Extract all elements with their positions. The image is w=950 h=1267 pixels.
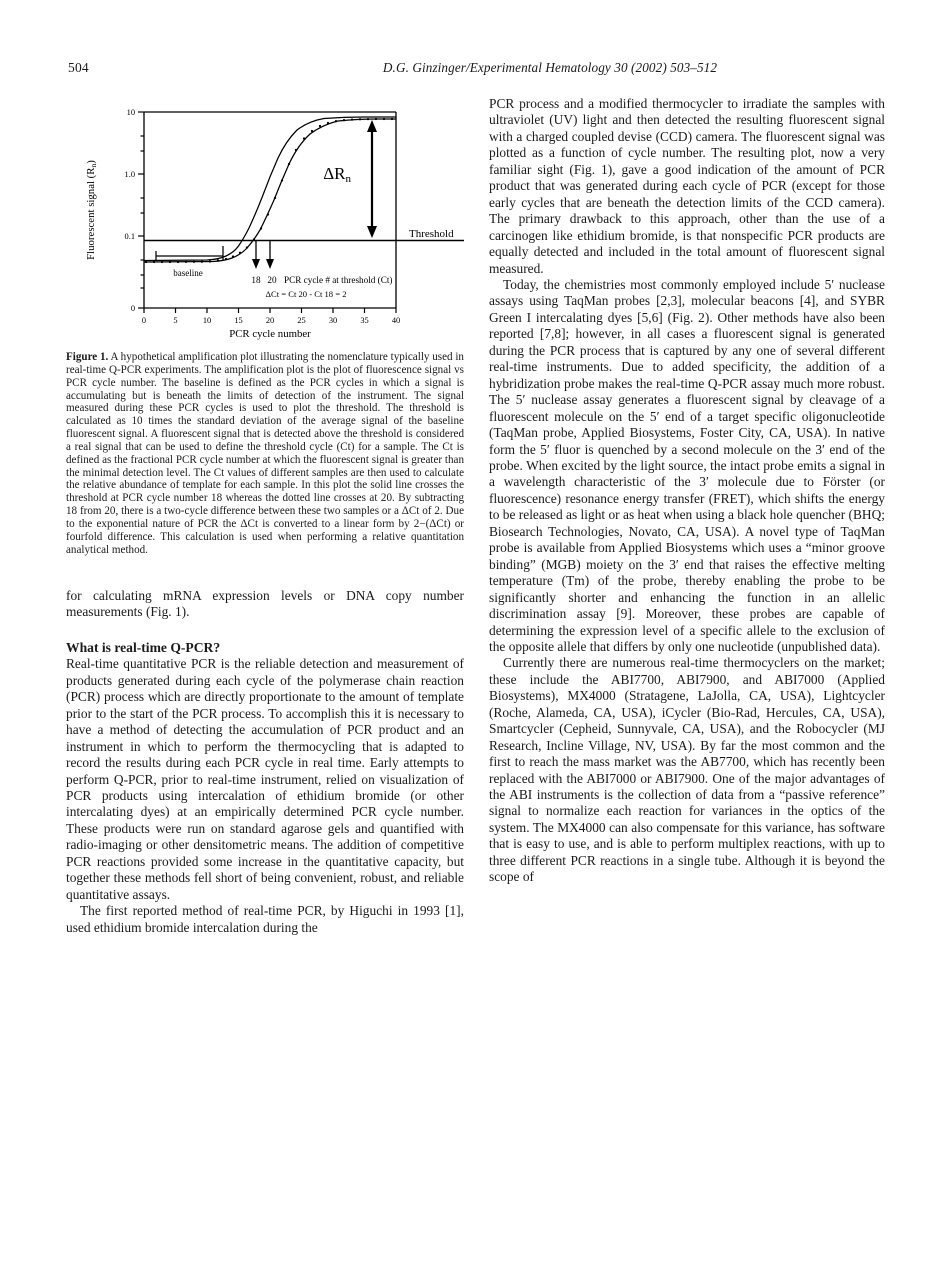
svg-text:35: 35 xyxy=(360,316,369,325)
amplification-plot-svg xyxy=(66,96,464,341)
y-axis-title: Fluorescent signal (Rn) xyxy=(85,160,98,260)
x-axis-title: PCR cycle number xyxy=(229,328,311,340)
svg-text:15: 15 xyxy=(234,316,243,325)
header-citation: D.G. Ginzinger/Experimental Hematology 30 (2002) 503–512 xyxy=(382,60,718,75)
figure-1-caption xyxy=(66,351,464,557)
svg-text:5: 5 xyxy=(173,316,178,325)
svg-text:40: 40 xyxy=(391,316,401,325)
solid-curve xyxy=(144,117,396,261)
left-column xyxy=(66,96,464,936)
right-paragraph-1: PCR process and a modified thermocycler to irradiate the samples with ultraviolet (UV) light and then detected the resulting fluorescent signal with a charged coupled devise (CCD) camera. The fluorescent signal was plotted as a function of cycle number. The resulting plot, now a very familiar sight (Fig. 1), gave a good indication of the amount of PCR product that was generated during each cycle of PCR (except for those early cycles that are beneath the detection limits of the CCD camera). The primary drawback to this approach, other than the use of a carcinogen like ethidium bromide, is that nonspecific PCR products are equally detected and included in the total amount of fluorescent signal measured. xyxy=(489,96,885,276)
figure-1-amplification-plot xyxy=(66,96,464,341)
left-continued-paragraph: for calculating mRNA expression levels or DNA copy number measurements (Fig. 1). xyxy=(66,587,464,619)
svg-text:0.1: 0.1 xyxy=(124,232,135,241)
svg-text:10: 10 xyxy=(126,108,135,117)
left-paragraph-2: The first reported method of real-time PCR, by Higuchi in 1993 [1], used ethidium bromide intercalation during the xyxy=(66,903,464,935)
svg-text:1.0: 1.0 xyxy=(124,170,135,179)
svg-text:25: 25 xyxy=(297,316,306,325)
svg-text:30: 30 xyxy=(328,316,338,325)
x-tick-labels xyxy=(142,316,400,325)
ct-threshold-label: PCR cycle # at threshold (Ct) xyxy=(284,275,393,285)
svg-text:10: 10 xyxy=(202,316,212,325)
delta-ct-equation: ΔCt = Ct 20 - Ct 18 = 2 xyxy=(265,289,347,299)
svg-text:20: 20 xyxy=(265,316,275,325)
svg-text:0: 0 xyxy=(141,316,147,325)
figure-1-caption-label: Figure 1. xyxy=(66,351,109,363)
ct-18-label: 18 xyxy=(251,275,261,285)
delta-rn-label: ΔRn xyxy=(323,164,351,185)
threshold-label: Threshold xyxy=(409,228,454,240)
y-axis-ticks xyxy=(138,112,144,308)
running-head xyxy=(68,60,882,80)
baseline-label: baseline xyxy=(173,268,203,278)
dotted-curve-markers xyxy=(145,118,393,263)
ct-20-label: 20 xyxy=(267,275,277,285)
section-heading-what-is-real-time-qpcr: What is real-time Q-PCR? xyxy=(66,640,221,656)
delta-rn-arrow xyxy=(367,120,377,238)
right-paragraph-2: Today, the chemistries most commonly employed include 5′ nuclease assays using TaqMan probes [2,3], molecular beacons [4], and SYBR Green I intercalating dyes [5,6] (Fig. 2). Other methods have also been reported [7,8]; however, in all cases a fluorescent signal is generated during the PCR process that is captured by any one of several different real-time instruments. Due to added specificity, the addition of a hybridization probe makes the real-time Q-PCR assay much more robust. The 5′ nuclease assay generates a fluorescent signal by cleavage of a fluorescent molecule on the 5′ end of a target specific oligonucleotide (TaqMan probe, Applied Biosystems, Foster City, CA, USA). In native form the 5′ fluor is quenched by a second molecule on the 3′ end of the probe. When excited by the light source, the intact probe emits a signal in a wavelength characteristic of the 3′ molecule due to Förster (or fluorescence) resonance energy transfer (FRET), which shifts the energy to be released as light or as heat when using a black hole quencher (BHQ; Biosearch Technologies, Novato, CA, USA). A novel type of TaqMan probe is available from Applied Biosystems which uses a “minor groove binding” (MGB) moiety on the 3′ end that raises the effective melting temperature (Tm) of the probe, thereby enabling the probe to be significantly shorter and enhancing the function in an allelic discrimination assay [9]. Moreover, these probes are capable of determining the expression level of a specific allele to the exclusion of the opposite allele that differs by only one nucleotide (unpublished data). xyxy=(489,276,885,654)
ct-arrows xyxy=(252,241,274,269)
right-column xyxy=(489,96,885,886)
svg-text:0: 0 xyxy=(130,304,135,313)
page-number: 504 xyxy=(68,60,89,75)
x-axis-ticks xyxy=(144,308,396,313)
figure-1-caption-text: A hypothetical amplification plot illustrating the nomenclature typically used in real-time Q-PCR experiments. The amplification plot is the plot of fluorescence signal vs PCR cycle number. The baseline is defined as the PCR cycles in which a signal is accumulating but is beneath the limits of detection of the instrument. The signal measured during these PCR cycles is used to plot the threshold. The threshold is calculated as 10 times the standard deviation of the average signal of the baseline fluorescent signal. A fluorescent signal that is detected above the threshold is considered a real signal that can be used to define the threshold cycle (Ct) for a sample. The Ct is defined as the fractional PCR cycle number at which the fluorescent signal is greater than the minimal detection level. The Ct values of different samples are then used to calculate the relative abundance of template for each sample. In this plot the solid line crosses the threshold at PCR cycle number 18 whereas the dotted line crosses at 20. By subtracting 18 from 20, there is a two-cycle difference between these two samples or a ΔCt of 2. Due to the exponential nature of PCR the ΔCt is converted to a linear form by 2−(ΔCt) or fourfold difference. This calculation is used when performing a relative quantitation analytical method. xyxy=(66,351,464,556)
y-tick-labels xyxy=(125,108,135,313)
baseline-bracket xyxy=(156,246,223,261)
left-paragraph-1: Real-time quantitative PCR is the reliable detection and measurement of products generated during each cycle of the polymerase chain reaction (PCR) process which are directly proportionate to the amount of template prior to the start of the PCR process. To accomplish this it is necessary to have a method of detecting the accumulation of PCR product and an instrument in which to perform the thermocycling that is adapted to record the results during each PCR cycle in real time. Early attempts to perform Q-PCR, prior to real-time instrument, relied on visualization of PCR products using intercalation of ethidium bromide (or other intercalating dyes) at an empirically determined PCR cycle number. These products were run on standard agarose gels and quantified with radio-imaging or other densitometric means. The addition of competitive PCR reactions provided some increase in the quantitative capacity, but together these methods fell short of being convenient, robust, and reliable quantitative assays. xyxy=(66,656,464,902)
right-paragraph-3: Currently there are numerous real-time thermocyclers on the market; these include the ABI7700, ABI7900, and ABI7000 (Applied Biosystems), MX4000 (Stratagene, LaJolla, CA, USA), Lightcycler (Roche, Alameda, CA, USA), iCycler (Bio-Rad, Hercules, CA, USA), Smartcycler (Cepheid, Sunnyvale, CA, USA), and the Robocycler (MJ Research, Incline Village, NV, USA). By far the most common and the first to reach the mass market was the AB7700, which has recently been replaced with the ABI7000 or ABI7900. One of the major advantages of the ABI instruments is the collection of data from a “passive reference” signal to normalize each reaction for variances in the optics of the system. The MX4000 can also compensate for this variance, has software that is easy to use, and is able to perform multiplex reactions, with up to three different PCR reactions in a single tube. Although it is beyond the scope of xyxy=(489,655,885,885)
